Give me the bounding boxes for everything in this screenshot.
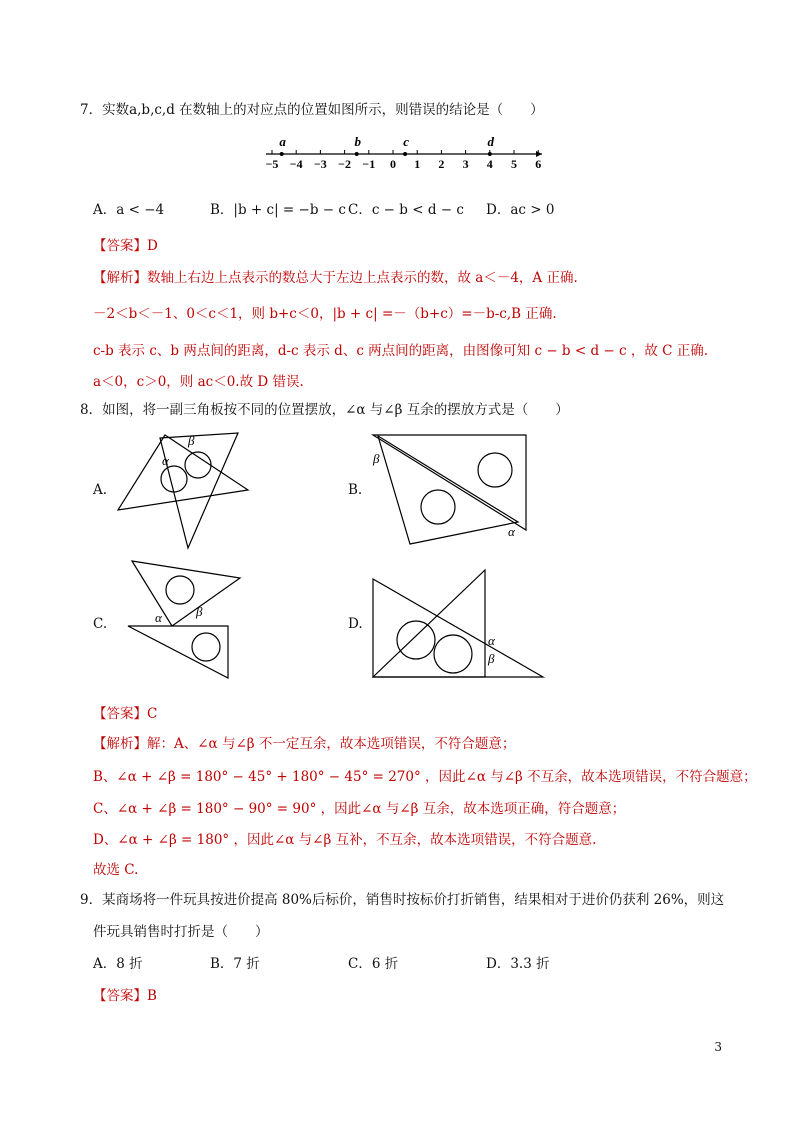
q8-analysis-4: D、∠α + ∠β = 180° ，因此∠α 与∠β 互补，不互余，故本选项错误，不符合题意. (93, 832, 597, 848)
q8-option-a-label[interactable]: A. (93, 482, 108, 498)
point-b (355, 152, 359, 156)
beta-label: β (488, 651, 495, 666)
q8-analysis-5: 故选 C. (93, 862, 139, 878)
point-label-b: b (354, 134, 361, 149)
q9-stem-line1: 9．某商场将一件玩具按进价提高 80%后标价，销售时按标价打折销售，结果相对于进价仍获利 26%，则这 (80, 892, 725, 908)
q7-analysis-1: 【解析】数轴上右边上点表示的数总大于左边上点表示的数，故 a＜－4，A 正确. (93, 270, 578, 286)
q7-option-b[interactable]: B．|b + c| = −b − c (210, 202, 346, 218)
axis-tick-label: −4 (289, 157, 303, 171)
axis-tick-label: 4 (486, 157, 493, 171)
q8-analysis-1: 【解析】解：A、∠α 与∠β 不一定互余，故本选项错误，不符合题意； (93, 736, 516, 752)
axis-tick-label: 1 (414, 157, 421, 171)
q8-option-d-label[interactable]: D. (348, 616, 363, 632)
q9-option-d[interactable]: D．3.3 折 (486, 956, 550, 972)
point-label-a: a (279, 134, 286, 149)
axis-tick-label: −5 (265, 157, 279, 171)
beta-label: β (196, 604, 203, 619)
q8-option-b-label[interactable]: B. (348, 482, 363, 498)
axis-tick-label: 5 (511, 157, 517, 171)
axis-tick-label: −1 (362, 157, 376, 171)
q9-answer: 【答案】B (93, 988, 157, 1004)
alpha-label: α (488, 633, 495, 648)
number-line-figure (260, 132, 550, 174)
alpha-label: α (508, 524, 515, 539)
q9-option-b[interactable]: B．7 折 (210, 956, 260, 972)
q7-stem: 7．实数a,b,c,d 在数轴上的对应点的位置如图所示，则错误的结论是（ ） (80, 102, 544, 118)
point-d (488, 152, 492, 156)
alpha-label: α (162, 453, 169, 468)
q8-answer: 【答案】C (93, 706, 158, 722)
axis-tick-label: 6 (535, 157, 542, 171)
axis-tick-label: 2 (438, 157, 445, 171)
q7-analysis-2: －2＜b＜－1、0＜c＜1，则 b+c＜0，|b + c| =－（b+c）=－b-c,B 正确. (93, 306, 557, 322)
q7-option-c[interactable]: C．c − b < d − c (348, 202, 464, 218)
q8-figure-d[interactable] (368, 565, 548, 685)
axis-tick-label: 3 (462, 157, 469, 171)
q8-figure-c[interactable] (110, 556, 250, 686)
q9-stem-line2: 件玩具销售时打折是（ ） (93, 924, 269, 940)
beta-label: β (373, 451, 380, 466)
q8-analysis-2: B、∠α + ∠β = 180° − 45° + 180° − 45° = 270° ，因此∠α 与∠β 不互余，故本选项错误，不符合题意； (93, 769, 757, 785)
q7-answer: 【答案】D (93, 238, 158, 254)
q8-figure-a[interactable] (110, 425, 260, 555)
axis-tick-label: −3 (313, 157, 327, 171)
axis-tick-label: −2 (338, 157, 352, 171)
q9-option-c[interactable]: C．6 折 (348, 956, 399, 972)
q9-option-a[interactable]: A．8 折 (93, 956, 143, 972)
beta-label: β (188, 433, 195, 448)
axis-tick-label: 0 (390, 157, 396, 171)
alpha-label: α (155, 610, 162, 625)
point-label-d: d (487, 134, 495, 149)
q7-option-a[interactable]: A．a < −4 (93, 202, 165, 218)
page-number: 3 (714, 1040, 722, 1054)
q7-option-d[interactable]: D．ac > 0 (486, 202, 555, 218)
q7-analysis-4: a＜0，c＞0，则 ac＜0.故 D 错误. (93, 374, 304, 390)
q8-figure-b[interactable] (368, 430, 538, 550)
point-label-c: c (403, 134, 409, 149)
q8-analysis-3: C、∠α + ∠β = 180° − 90° = 90° ，因此∠α 与∠β 互余，故本选项正确，符合题意； (93, 801, 626, 817)
point-c (403, 152, 407, 156)
q8-option-c-label[interactable]: C. (93, 616, 108, 632)
q8-stem: 8．如图，将一副三角板按不同的位置摆放，∠α 与∠β 互余的摆放方式是（ ） (80, 402, 569, 418)
point-a (280, 152, 284, 156)
q7-analysis-3: c-b 表示 c、b 两点间的距离，d-c 表示 d、c 两点间的距离，由图像可知 c − b < d − c ，故 C 正确. (93, 343, 709, 359)
